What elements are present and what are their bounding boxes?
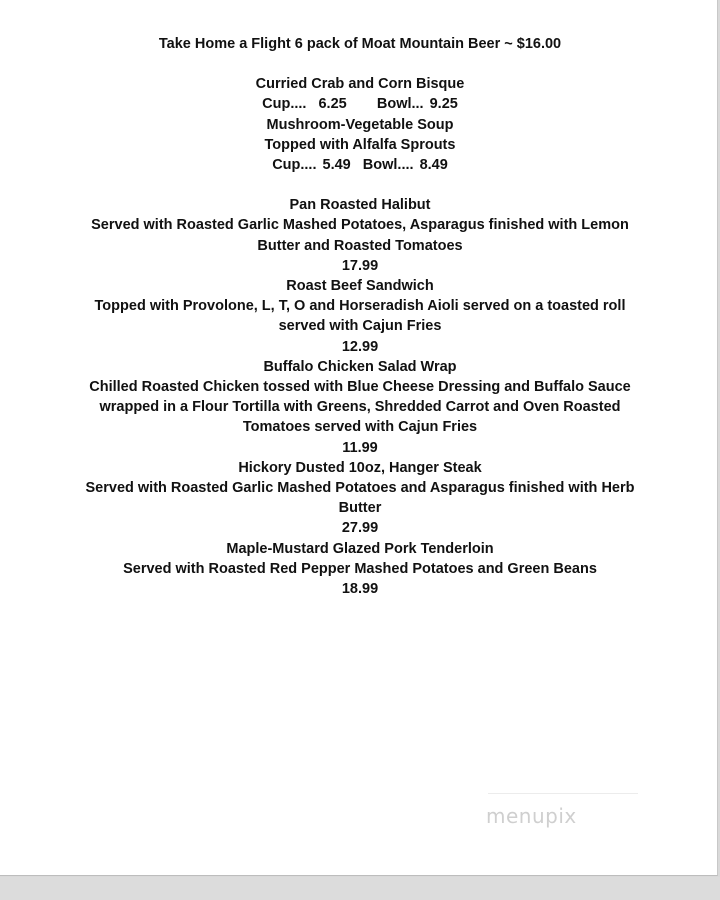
entree-name: Hickory Dusted 10oz, Hanger Steak — [238, 459, 482, 476]
entree-description-line: Topped with Provolone, L, T, O and Horseradish Aioli served on a toasted roll — [94, 298, 626, 315]
entree-price: 18.99 — [341, 581, 379, 598]
entree-price: 27.99 — [341, 520, 379, 537]
soup-name: Curried Crab and Corn Bisque — [255, 76, 465, 93]
watermark-divider — [488, 793, 638, 794]
entree-name: Pan Roasted Halibut — [289, 197, 431, 214]
entree-description-line: Butter — [338, 500, 382, 517]
menu-content — [0, 34, 720, 599]
entree-description-line: wrapped in a Flour Tortilla with Greens, Shredded Carrot and Oven Roasted — [99, 399, 621, 416]
soup-price-line: Cup.... 5.49 Bowl.... 8.49 — [272, 157, 448, 174]
entree-price: 12.99 — [341, 338, 379, 355]
entree-price: 11.99 — [342, 439, 378, 456]
entree-description-line: served with Cajun Fries — [278, 318, 442, 335]
entree-price: 17.99 — [341, 257, 379, 274]
entree-description-line: Chilled Roasted Chicken tossed with Blue Cheese Dressing and Buffalo Sauce — [89, 379, 631, 396]
entree-description-line: Served with Roasted Garlic Mashed Potatoes and Asparagus finished with Herb — [85, 480, 635, 497]
entree-description-line: Tomatoes served with Cajun Fries — [242, 419, 478, 436]
soup-name: Mushroom-Vegetable Soup — [266, 116, 454, 133]
watermark-logo: menupix — [486, 804, 577, 828]
entree-name: Buffalo Chicken Salad Wrap — [263, 358, 457, 375]
soup-price-line: Cup.... 6.25 Bowl... 9.25 — [262, 96, 458, 113]
entree-name: Roast Beef Sandwich — [286, 278, 434, 295]
entree-description-line: Served with Roasted Garlic Mashed Potatoes, Asparagus finished with Lemon — [91, 217, 629, 234]
soup-description: Topped with Alfalfa Sprouts — [264, 136, 456, 153]
viewer-bottom-bar — [0, 877, 720, 900]
promo-line: Take Home a Flight 6 pack of Moat Mountain Beer ~ $16.00 — [158, 36, 562, 52]
entree-description-line: Served with Roasted Red Pepper Mashed Potatoes and Green Beans — [123, 560, 597, 577]
entree-description-line: Butter and Roasted Tomatoes — [257, 237, 463, 254]
entree-name: Maple-Mustard Glazed Pork Tenderloin — [226, 540, 494, 557]
